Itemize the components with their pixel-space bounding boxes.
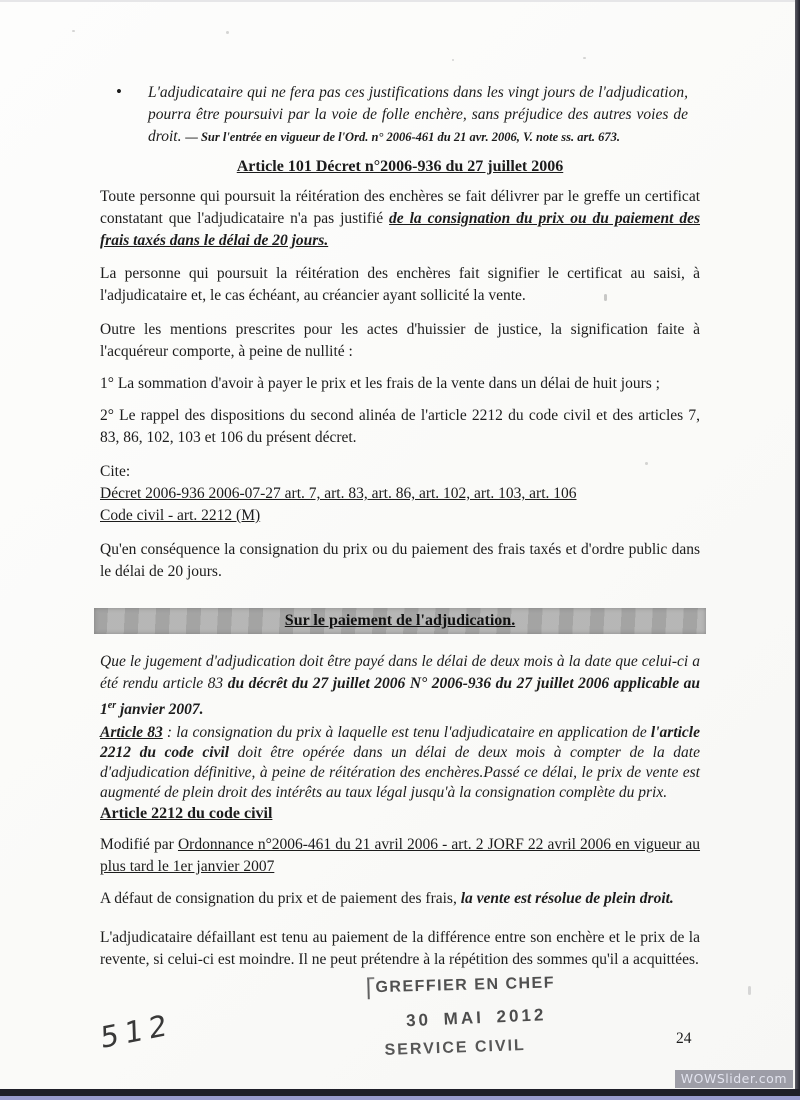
frame-right-edge xyxy=(795,0,800,1100)
paragraph-defaut-lead: A défaut de consignation du prix et de paiement des frais, xyxy=(100,890,461,908)
paragraph-jugement-seg1: Que le jugement d'adjudication doit être payé dans le délai de deux mois à la date que celui-ci a été rendu article 83 xyxy=(100,653,700,692)
paper-speck xyxy=(72,30,75,32)
stamp-date: 30 MAI 2012 xyxy=(405,1005,547,1031)
list-item-1: 1° La sommation d'avoir à payer le prix et les frais de la vente dans un délai de huit jours ; xyxy=(100,375,660,392)
greffe-ink-stamp xyxy=(367,974,618,1058)
paragraph-signification: La personne qui poursuit la réitération des enchères fait signifier le certificat au saisi, à l'adjudicataire et, le cas échéant, au créancier ayant sollicité la vente. xyxy=(100,265,700,304)
paragraph-article-83 xyxy=(100,723,700,803)
page-number: 24 xyxy=(676,1030,692,1047)
paper-speck xyxy=(452,59,454,61)
stamp-service: SERVICE CIVIL xyxy=(384,1037,527,1059)
ordonnance-reference: Ordonnance n°2006-461 du 21 avril 2006 - art. 2 JORF 22 avril 2006 en vigueur au plus tard le 1er janvier 2007 xyxy=(100,836,701,876)
paragraph-modifie xyxy=(100,834,700,878)
paragraph-jugement-superscript: er xyxy=(107,700,117,711)
bullet-icon: • xyxy=(116,82,122,101)
cite-block xyxy=(100,461,700,527)
paper-speck xyxy=(604,294,607,301)
paragraph-article-83-seg2: l'article 2212 du code civil xyxy=(100,724,700,762)
paper-speck xyxy=(645,462,648,465)
section-band xyxy=(94,608,706,634)
bullet-item-text: L'adjudicataire qui ne fera pas ces justifications dans les vingt jours de l'adjudication, pourra être poursuivi par la voie de folle enchère, sans préjudice des autres voies de droit. xyxy=(148,84,688,145)
paper-speck xyxy=(226,31,229,34)
paragraph-jugement xyxy=(100,651,700,721)
bullet-item-note: — Sur l'entrée en vigueur de l'Ord. n° 2006-461 du 21 avr. 2006, V. note ss. art. 673. xyxy=(185,130,621,144)
paragraph-defaut-emphasis: la vente est résolue de plein droit. xyxy=(460,890,674,908)
stamp-bracket-mark xyxy=(367,977,375,999)
bullet-list-item xyxy=(100,82,700,148)
list-item-2: 2° Le rappel des dispositions du second alinéa de l'article 2212 du code civil et des articles 7, 83, 86, 102, 103 et 106 du présent décret. xyxy=(100,407,700,446)
stamp-title xyxy=(375,973,617,997)
cite-reference-code-civil: Code civil - art. 2212 (M) xyxy=(100,507,261,524)
paper-speck xyxy=(583,57,586,59)
paragraph-jugement-seg2: du décrêt du 27 juillet 2006 N° 2006-936 du 27 juillet 2006 applicable au 1 xyxy=(100,675,700,719)
heading-article-2212: Article 2212 du code civil xyxy=(100,805,273,823)
paragraph-certificat xyxy=(100,186,700,252)
paragraph-defaillant: L'adjudicataire défaillant est tenu au paiement de la différence entre son enchère et le prix de la revente, si celui-ci est moindre. Il ne peut prétendre à la répétition des sommes qu'il a acquittées. xyxy=(100,929,700,969)
paragraph-defaut xyxy=(100,888,700,910)
frame-top-edge xyxy=(0,0,800,2)
heading-article-101: Article 101 Décret n°2006-936 du 27 juillet 2006 xyxy=(236,158,564,175)
stamp-title-text: GREFFIER EN CHEF xyxy=(375,974,556,997)
wowslider-watermark-link[interactable]: WOWSlider.com xyxy=(675,1070,793,1088)
frame-bottom-edge xyxy=(0,1089,800,1096)
document-body xyxy=(100,0,700,971)
cite-reference-decret: Décret 2006-936 2006-07-27 art. 7, art. 83, art. 86, art. 102, art. 103, art. 106 xyxy=(100,485,577,502)
section-band-title: Sur le paiement de l'adjudication. xyxy=(284,612,516,629)
paragraph-mentions: Outre les mentions prescrites pour les actes d'huissier de justice, la signification faite à l'acquéreur comporte, à peine de nullité : xyxy=(100,321,700,360)
frame-bottom-accent xyxy=(0,1096,800,1100)
paragraph-article-83-lead: Article 83 xyxy=(100,724,163,742)
paragraph-jugement-seg3: janvier 2007. xyxy=(116,701,204,719)
paragraph-certificat-emphasis: de la consignation du prix ou du paiement des frais taxés dans le délai de 20 jours. xyxy=(100,210,700,249)
paragraph-modifie-lead: Modifié par xyxy=(100,836,178,854)
handwritten-number: 512 xyxy=(100,1006,174,1056)
paragraph-article-83-seg3: doit être opérée dans un délai de deux mois à compter de la date d'adjudication définitive, à peine de réitération des enchères.Passé ce délai, le prix de vente est augmenté de plein droit des intérêts au taux légal jusqu'à la consignation complète du prix. xyxy=(100,744,700,802)
paragraph-consequence: Qu'en conséquence la consignation du prix ou du paiement des frais taxés et d'ordre public dans le délai de 20 jours. xyxy=(100,541,700,580)
paragraph-article-83-seg1: : la consignation du prix à laquelle est tenu l'adjudicataire en application de xyxy=(162,724,651,742)
paper-speck xyxy=(748,986,751,995)
paragraph-certificat-lead: Toute personne qui poursuit la réitération des enchères se fait délivrer par le greffe un certificat constatant que l'adjudicataire n'a pas justifié xyxy=(100,188,700,227)
cite-label: Cite: xyxy=(100,463,131,480)
